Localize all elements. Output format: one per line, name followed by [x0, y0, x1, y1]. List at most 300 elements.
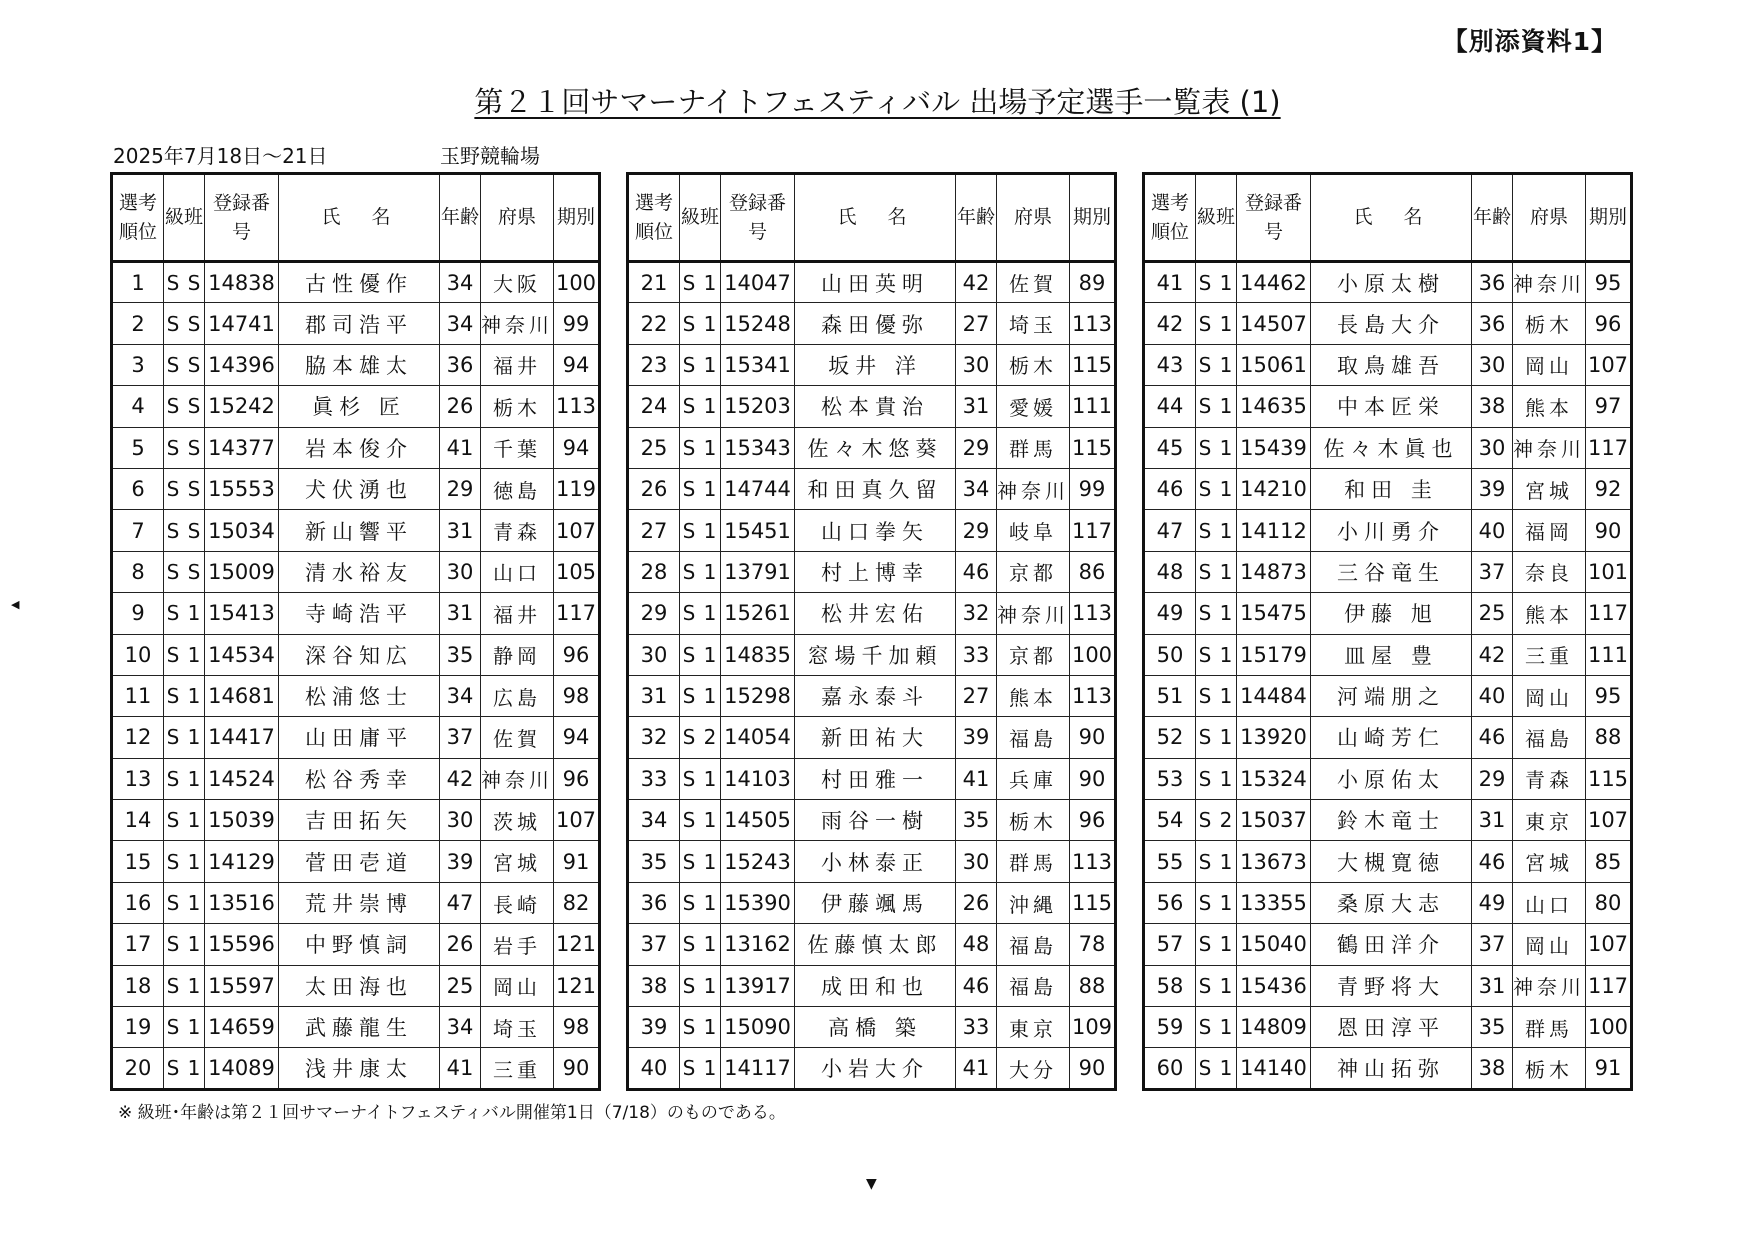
- cell-class: S 1: [680, 262, 721, 303]
- cell-term: 109: [1070, 1007, 1116, 1048]
- cell-term: 94: [554, 427, 600, 468]
- cell-rank: 57: [1144, 924, 1196, 965]
- cell-rank: 58: [1144, 965, 1196, 1006]
- cell-name: 和田真久留: [795, 468, 956, 509]
- table-row: [112, 551, 600, 592]
- cell-class: S 1: [1196, 841, 1237, 882]
- table-row: [1144, 262, 1632, 303]
- table-row: [112, 510, 600, 551]
- cell-prefecture: 佐賀: [481, 717, 554, 758]
- cell-age: 37: [1472, 924, 1513, 965]
- cell-class: S 1: [164, 593, 205, 634]
- cell-prefecture: 東京: [1513, 800, 1586, 841]
- cell-reg-no: 14210: [1237, 468, 1311, 509]
- cell-prefecture: 宮城: [1513, 468, 1586, 509]
- cell-class: S 1: [680, 551, 721, 592]
- cell-name: 犬伏湧也: [279, 468, 440, 509]
- cell-name: 森田優弥: [795, 303, 956, 344]
- cell-reg-no: 14681: [205, 675, 279, 716]
- table-body: [1144, 262, 1632, 1090]
- header-name: 氏 名: [795, 174, 956, 262]
- cell-term: 85: [1586, 841, 1632, 882]
- cell-prefecture: 宮城: [481, 841, 554, 882]
- cell-name: 小原佑太: [1311, 758, 1472, 799]
- cell-prefecture: 福島: [997, 965, 1070, 1006]
- cell-term: 97: [1586, 386, 1632, 427]
- table-row: [112, 634, 600, 675]
- table-row: [1144, 468, 1632, 509]
- cell-age: 25: [440, 965, 481, 1006]
- cell-term: 107: [554, 510, 600, 551]
- cell-class: S 1: [680, 427, 721, 468]
- cell-age: 34: [440, 1007, 481, 1048]
- table-row: [1144, 675, 1632, 716]
- cell-reg-no: 13673: [1237, 841, 1311, 882]
- header-age: 年齢: [440, 174, 481, 262]
- cell-name: 恩田淳平: [1311, 1007, 1472, 1048]
- cell-name: 松浦悠士: [279, 675, 440, 716]
- header-prefecture: 府県: [481, 174, 554, 262]
- cell-rank: 49: [1144, 593, 1196, 634]
- cell-class: S 1: [1196, 262, 1237, 303]
- cell-term: 96: [554, 634, 600, 675]
- cell-term: 100: [1070, 634, 1116, 675]
- cell-reg-no: 13920: [1237, 717, 1311, 758]
- cell-reg-no: 15341: [721, 344, 795, 385]
- cell-term: 80: [1586, 882, 1632, 923]
- table-row: [628, 841, 1116, 882]
- cell-class: S 1: [680, 303, 721, 344]
- cell-term: 113: [554, 386, 600, 427]
- cell-prefecture: 青森: [1513, 758, 1586, 799]
- cell-name: 山口拳矢: [795, 510, 956, 551]
- cell-name: 新山響平: [279, 510, 440, 551]
- cell-class: S S: [164, 427, 205, 468]
- cell-reg-no: 15390: [721, 882, 795, 923]
- cell-reg-no: 14484: [1237, 675, 1311, 716]
- cell-term: 113: [1070, 303, 1116, 344]
- cell-rank: 51: [1144, 675, 1196, 716]
- cell-class: S 2: [1196, 800, 1237, 841]
- cell-class: S 1: [164, 1048, 205, 1089]
- table-row: [1144, 551, 1632, 592]
- cell-prefecture: 静岡: [481, 634, 554, 675]
- cell-term: 99: [554, 303, 600, 344]
- cell-name: 青野将大: [1311, 965, 1472, 1006]
- cell-reg-no: 13791: [721, 551, 795, 592]
- cell-prefecture: 岡山: [481, 965, 554, 1006]
- cell-age: 40: [1472, 675, 1513, 716]
- cell-term: 117: [1586, 965, 1632, 1006]
- cell-term: 88: [1586, 717, 1632, 758]
- cell-name: 郡司浩平: [279, 303, 440, 344]
- cell-name: 深谷知広: [279, 634, 440, 675]
- cell-prefecture: 埼玉: [997, 303, 1070, 344]
- cell-class: S 1: [680, 344, 721, 385]
- cell-term: 115: [1070, 344, 1116, 385]
- header-term: 期別: [1586, 174, 1632, 262]
- cell-term: 82: [554, 882, 600, 923]
- header-class: 級班: [680, 174, 721, 262]
- cell-prefecture: 栃木: [481, 386, 554, 427]
- cell-name: 村田雅一: [795, 758, 956, 799]
- cell-name: 松谷秀幸: [279, 758, 440, 799]
- cell-name: 鶴田洋介: [1311, 924, 1472, 965]
- cell-rank: 36: [628, 882, 680, 923]
- cell-rank: 26: [628, 468, 680, 509]
- cell-age: 30: [1472, 427, 1513, 468]
- table-row: [1144, 386, 1632, 427]
- cell-rank: 30: [628, 634, 680, 675]
- table-row: [628, 1007, 1116, 1048]
- cell-age: 26: [956, 882, 997, 923]
- table-row: [1144, 717, 1632, 758]
- cell-rank: 12: [112, 717, 164, 758]
- cell-name: 村上博幸: [795, 551, 956, 592]
- cell-term: 121: [554, 965, 600, 1006]
- cell-prefecture: 神奈川: [997, 593, 1070, 634]
- cell-rank: 54: [1144, 800, 1196, 841]
- cell-age: 35: [1472, 1007, 1513, 1048]
- cell-reg-no: 15009: [205, 551, 279, 592]
- cell-prefecture: 沖縄: [997, 882, 1070, 923]
- cell-term: 96: [554, 758, 600, 799]
- cell-name: 和田 圭: [1311, 468, 1472, 509]
- cell-term: 92: [1586, 468, 1632, 509]
- cell-class: S S: [164, 262, 205, 303]
- cell-term: 94: [554, 344, 600, 385]
- cell-name: 坂井 洋: [795, 344, 956, 385]
- cell-prefecture: 京都: [997, 551, 1070, 592]
- header-rank: 選考順位: [112, 174, 164, 262]
- cell-age: 31: [440, 593, 481, 634]
- cell-rank: 47: [1144, 510, 1196, 551]
- cell-name: 眞杉 匠: [279, 386, 440, 427]
- cell-name: 高橋 築: [795, 1007, 956, 1048]
- cell-class: S 2: [680, 717, 721, 758]
- cell-rank: 60: [1144, 1048, 1196, 1089]
- header-class: 級班: [1196, 174, 1237, 262]
- cell-name: 嘉永泰斗: [795, 675, 956, 716]
- table-row: [1144, 427, 1632, 468]
- cell-reg-no: 14873: [1237, 551, 1311, 592]
- cell-class: S 1: [680, 924, 721, 965]
- cell-name: 吉田拓矢: [279, 800, 440, 841]
- cell-term: 90: [1070, 758, 1116, 799]
- cell-prefecture: 三重: [481, 1048, 554, 1089]
- cell-age: 49: [1472, 882, 1513, 923]
- cell-name: 武藤龍生: [279, 1007, 440, 1048]
- cell-name: 小川勇介: [1311, 510, 1472, 551]
- cell-class: S 1: [1196, 1048, 1237, 1089]
- cell-rank: 21: [628, 262, 680, 303]
- cell-prefecture: 東京: [997, 1007, 1070, 1048]
- table-row: [628, 924, 1116, 965]
- cell-reg-no: 14377: [205, 427, 279, 468]
- cell-age: 35: [440, 634, 481, 675]
- table-row: [628, 427, 1116, 468]
- cell-reg-no: 15090: [721, 1007, 795, 1048]
- cell-rank: 43: [1144, 344, 1196, 385]
- cell-rank: 9: [112, 593, 164, 634]
- cell-class: S 1: [680, 758, 721, 799]
- cell-reg-no: 15597: [205, 965, 279, 1006]
- table-row: [628, 758, 1116, 799]
- cell-prefecture: 奈良: [1513, 551, 1586, 592]
- cell-class: S 1: [1196, 717, 1237, 758]
- table-body: [628, 262, 1116, 1090]
- cell-class: S 1: [680, 1007, 721, 1048]
- cell-class: S 1: [1196, 758, 1237, 799]
- cell-rank: 59: [1144, 1007, 1196, 1048]
- cell-rank: 24: [628, 386, 680, 427]
- cell-age: 48: [956, 924, 997, 965]
- cell-term: 98: [554, 1007, 600, 1048]
- cell-prefecture: 長崎: [481, 882, 554, 923]
- cell-name: 山田英明: [795, 262, 956, 303]
- cell-term: 95: [1586, 675, 1632, 716]
- header-prefecture: 府県: [997, 174, 1070, 262]
- cell-reg-no: 15242: [205, 386, 279, 427]
- cell-class: S 1: [680, 468, 721, 509]
- rider-tables: [110, 172, 1633, 1091]
- cell-age: 37: [1472, 551, 1513, 592]
- cell-rank: 38: [628, 965, 680, 1006]
- table-row: [112, 303, 600, 344]
- cell-reg-no: 15436: [1237, 965, 1311, 1006]
- rider-table-1: [110, 172, 601, 1091]
- cell-class: S 1: [164, 924, 205, 965]
- cell-class: S 1: [680, 965, 721, 1006]
- table-row: [628, 551, 1116, 592]
- rider-table-3: [1142, 172, 1633, 1091]
- cell-rank: 20: [112, 1048, 164, 1089]
- table-row: [628, 303, 1116, 344]
- cell-class: S 1: [680, 841, 721, 882]
- cell-age: 30: [956, 344, 997, 385]
- cell-rank: 56: [1144, 882, 1196, 923]
- cell-reg-no: 14835: [721, 634, 795, 675]
- cell-age: 41: [956, 1048, 997, 1089]
- cell-term: 90: [1070, 1048, 1116, 1089]
- table-row: [112, 965, 600, 1006]
- cell-rank: 29: [628, 593, 680, 634]
- cell-name: 新田祐大: [795, 717, 956, 758]
- cell-age: 30: [440, 800, 481, 841]
- table-row: [1144, 634, 1632, 675]
- cell-prefecture: 青森: [481, 510, 554, 551]
- cell-term: 98: [554, 675, 600, 716]
- table-row: [112, 675, 600, 716]
- cell-prefecture: 神奈川: [1513, 427, 1586, 468]
- table-row: [628, 386, 1116, 427]
- table-row: [1144, 841, 1632, 882]
- cell-term: 117: [1586, 593, 1632, 634]
- cell-name: 鈴木竜士: [1311, 800, 1472, 841]
- cell-class: S 1: [1196, 427, 1237, 468]
- cell-class: S 1: [1196, 551, 1237, 592]
- cell-rank: 2: [112, 303, 164, 344]
- cell-reg-no: 14507: [1237, 303, 1311, 344]
- cell-rank: 5: [112, 427, 164, 468]
- cell-age: 47: [440, 882, 481, 923]
- cell-prefecture: 福島: [1513, 717, 1586, 758]
- cell-class: S S: [164, 344, 205, 385]
- cell-rank: 27: [628, 510, 680, 551]
- table-row: [112, 841, 600, 882]
- cell-prefecture: 神奈川: [481, 758, 554, 799]
- cell-class: S 1: [164, 717, 205, 758]
- cell-term: 100: [554, 262, 600, 303]
- cell-name: 中本匠栄: [1311, 386, 1472, 427]
- cell-prefecture: 岩手: [481, 924, 554, 965]
- cell-prefecture: 福井: [481, 344, 554, 385]
- cell-term: 107: [1586, 924, 1632, 965]
- cell-term: 111: [1586, 634, 1632, 675]
- cell-name: 山崎芳仁: [1311, 717, 1472, 758]
- cell-reg-no: 15324: [1237, 758, 1311, 799]
- cell-name: 清水裕友: [279, 551, 440, 592]
- cell-name: 太田海也: [279, 965, 440, 1006]
- cell-term: 117: [554, 593, 600, 634]
- cell-reg-no: 15034: [205, 510, 279, 551]
- cell-reg-no: 14505: [721, 800, 795, 841]
- cell-name: 脇本雄太: [279, 344, 440, 385]
- cell-reg-no: 15451: [721, 510, 795, 551]
- cell-name: 伊藤颯馬: [795, 882, 956, 923]
- cell-class: S 1: [1196, 468, 1237, 509]
- cell-reg-no: 14054: [721, 717, 795, 758]
- cell-reg-no: 14103: [721, 758, 795, 799]
- cell-age: 46: [956, 965, 997, 1006]
- table-row: [112, 717, 600, 758]
- cell-class: S 1: [164, 675, 205, 716]
- cell-name: 長島大介: [1311, 303, 1472, 344]
- table-row: [112, 1007, 600, 1048]
- cell-reg-no: 14089: [205, 1048, 279, 1089]
- cell-age: 27: [956, 303, 997, 344]
- cell-class: S 1: [1196, 303, 1237, 344]
- cell-age: 29: [956, 427, 997, 468]
- cell-term: 107: [554, 800, 600, 841]
- cell-age: 42: [440, 758, 481, 799]
- cell-prefecture: 山口: [1513, 882, 1586, 923]
- cell-reg-no: 14838: [205, 262, 279, 303]
- cell-reg-no: 15040: [1237, 924, 1311, 965]
- cell-age: 38: [1472, 1048, 1513, 1089]
- cell-term: 100: [1586, 1007, 1632, 1048]
- header-reg-no: 登録番号: [721, 174, 795, 262]
- cell-prefecture: 群馬: [997, 841, 1070, 882]
- table-row: [1144, 344, 1632, 385]
- table-row: [112, 262, 600, 303]
- cell-class: S 1: [1196, 675, 1237, 716]
- cell-age: 31: [956, 386, 997, 427]
- cell-reg-no: 14809: [1237, 1007, 1311, 1048]
- cell-age: 27: [956, 675, 997, 716]
- cell-class: S 1: [1196, 1007, 1237, 1048]
- cell-reg-no: 13162: [721, 924, 795, 965]
- cell-term: 117: [1070, 510, 1116, 551]
- cell-age: 30: [1472, 344, 1513, 385]
- cell-rank: 50: [1144, 634, 1196, 675]
- cell-term: 95: [1586, 262, 1632, 303]
- cell-term: 91: [1586, 1048, 1632, 1089]
- cell-prefecture: 福島: [997, 924, 1070, 965]
- cell-reg-no: 13516: [205, 882, 279, 923]
- cell-term: 78: [1070, 924, 1116, 965]
- table-body: [112, 262, 600, 1090]
- cell-reg-no: 15039: [205, 800, 279, 841]
- cell-prefecture: 福島: [997, 717, 1070, 758]
- cell-age: 46: [1472, 841, 1513, 882]
- cell-reg-no: 15243: [721, 841, 795, 882]
- table-row: [112, 800, 600, 841]
- cell-reg-no: 15061: [1237, 344, 1311, 385]
- cell-reg-no: 15248: [721, 303, 795, 344]
- header-term: 期別: [554, 174, 600, 262]
- cell-reg-no: 15475: [1237, 593, 1311, 634]
- table-row: [1144, 593, 1632, 634]
- cell-prefecture: 福岡: [1513, 510, 1586, 551]
- cell-rank: 44: [1144, 386, 1196, 427]
- cell-class: S 1: [1196, 882, 1237, 923]
- cell-name: 大槻寛徳: [1311, 841, 1472, 882]
- cell-reg-no: 14635: [1237, 386, 1311, 427]
- cell-rank: 18: [112, 965, 164, 1006]
- cell-reg-no: 14417: [205, 717, 279, 758]
- cell-age: 35: [956, 800, 997, 841]
- cell-age: 34: [440, 262, 481, 303]
- cell-name: 岩本俊介: [279, 427, 440, 468]
- header-rank: 選考順位: [628, 174, 680, 262]
- cell-prefecture: 徳島: [481, 468, 554, 509]
- cell-name: 荒井崇博: [279, 882, 440, 923]
- cell-class: S 1: [680, 882, 721, 923]
- table-row: [1144, 924, 1632, 965]
- table-row: [1144, 510, 1632, 551]
- cell-class: S S: [164, 303, 205, 344]
- cell-reg-no: 15596: [205, 924, 279, 965]
- cell-class: S 1: [1196, 924, 1237, 965]
- cell-prefecture: 熊本: [1513, 593, 1586, 634]
- cell-reg-no: 14396: [205, 344, 279, 385]
- cell-class: S 1: [164, 800, 205, 841]
- cell-class: S 1: [1196, 344, 1237, 385]
- cell-name: 佐藤慎太郎: [795, 924, 956, 965]
- cell-name: 小岩大介: [795, 1048, 956, 1089]
- header-reg-no: 登録番号: [205, 174, 279, 262]
- cell-name: 小原太樹: [1311, 262, 1472, 303]
- cell-rank: 23: [628, 344, 680, 385]
- table-row: [1144, 800, 1632, 841]
- cell-name: 松井宏佑: [795, 593, 956, 634]
- cell-prefecture: 岡山: [1513, 344, 1586, 385]
- header-name: 氏 名: [1311, 174, 1472, 262]
- cell-reg-no: 14524: [205, 758, 279, 799]
- cell-prefecture: 兵庫: [997, 758, 1070, 799]
- cell-reg-no: 15553: [205, 468, 279, 509]
- left-arrow-marker: ◀: [11, 598, 20, 611]
- table-row: [1144, 1048, 1632, 1089]
- cell-reg-no: 15413: [205, 593, 279, 634]
- cell-class: S 1: [1196, 386, 1237, 427]
- cell-term: 96: [1586, 303, 1632, 344]
- cell-age: 40: [1472, 510, 1513, 551]
- cell-rank: 10: [112, 634, 164, 675]
- table-row: [628, 882, 1116, 923]
- cell-prefecture: 福井: [481, 593, 554, 634]
